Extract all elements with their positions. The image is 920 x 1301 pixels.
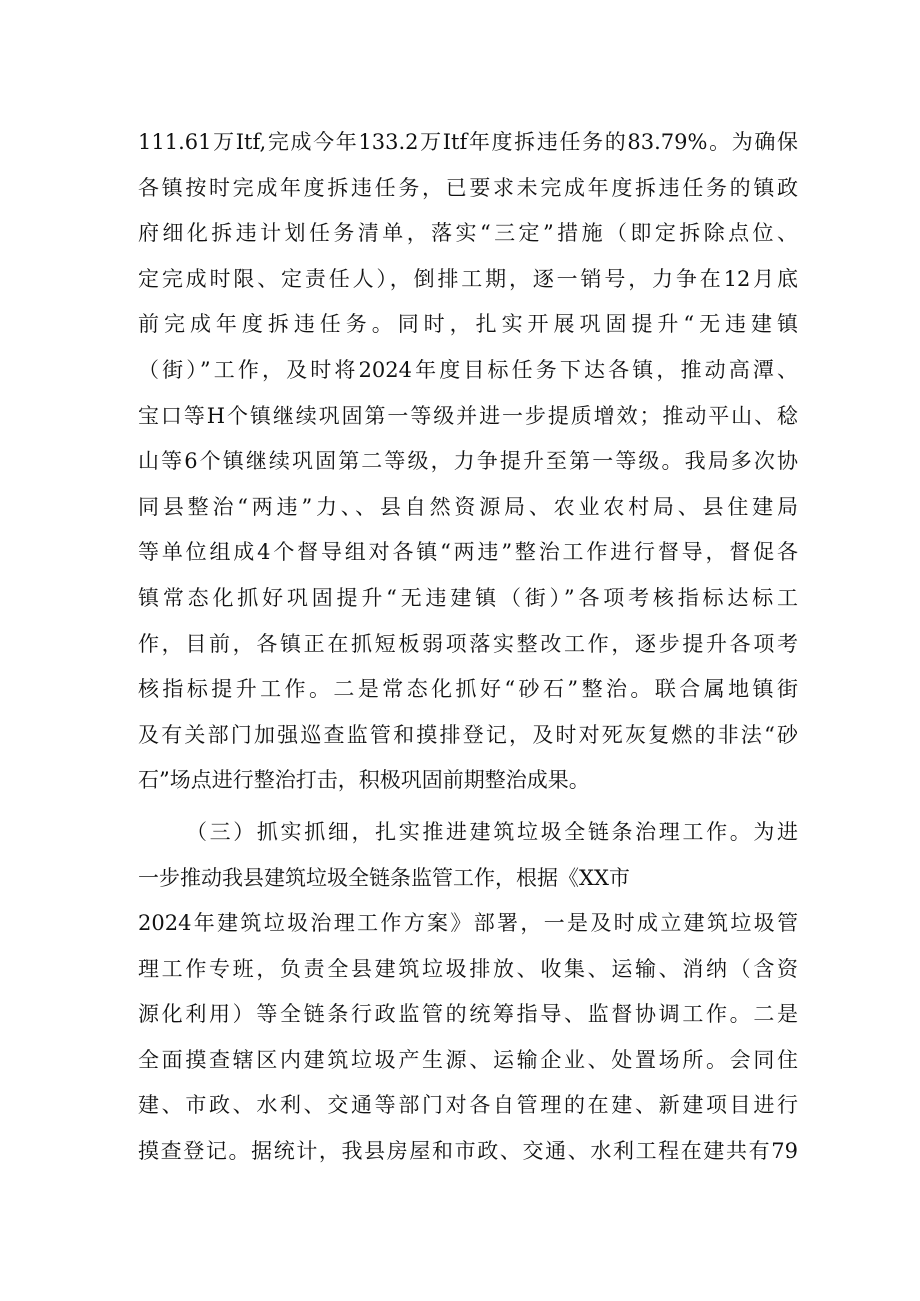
text-line: 建、市政、水利、交通等部门对各自管理的在建、新建项目进行 bbox=[138, 1093, 798, 1118]
text-line: 核指标提升工作。二是常态化抓好“砂石”整治。联合属地镇街 bbox=[138, 677, 798, 702]
text-line: 2024年建筑垃圾治理工作方案》部署，一是及时成立建筑垃圾管 bbox=[138, 911, 798, 936]
paragraph-construction-waste bbox=[138, 810, 798, 1175]
text-line: 前完成年度拆违任务。同时，扎实开展巩固提升“无违建镇 bbox=[138, 312, 798, 337]
text-line: 镇常态化抓好巩固提升“无违建镇（街）”各项考核指标达标工 bbox=[138, 585, 798, 610]
text-line: 及有关部门加强巡查监管和摸排登记，及时对死灰复燃的非法“砂 bbox=[138, 722, 798, 747]
text-line: 各镇按时完成年度拆违任务，已要求未完成年度拆违任务的镇政 bbox=[138, 175, 798, 200]
text-line: 全面摸查辖区内建筑垃圾产生源、运输企业、处置场所。会同住 bbox=[138, 1047, 798, 1072]
text-line: 宝口等H个镇继续巩固第一等级并进一步提质增效；推动平山、稔 bbox=[138, 403, 798, 428]
section-heading-line: （三）抓实抓细，扎实推进建筑垃圾全链条治理工作。为进 bbox=[186, 819, 798, 844]
text-line: 同县整治“两违”力、、县自然资源局、农业农村局、县住建局 bbox=[138, 494, 798, 519]
text-line: 等单位组成4个督导组对各镇“两违”整治工作进行督导，督促各 bbox=[138, 540, 798, 565]
text-line: 理工作专班，负责全县建筑垃圾排放、收集、运输、消纳（含资 bbox=[138, 956, 798, 981]
text-line: 摸查登记。据统计，我县房屋和市政、交通、水利工程在建共有79 bbox=[138, 1139, 798, 1164]
body-text bbox=[138, 120, 798, 1175]
paragraph-demolition-progress bbox=[138, 120, 798, 804]
text-line: 111.61万Itf,完成今年133.2万Itf年度拆违任务的83.79%。为确保 bbox=[138, 130, 798, 154]
text-line: （街）”工作，及时将2024年度目标任务下达各镇，推动高潭、 bbox=[138, 357, 798, 382]
text-line: 源化利用）等全链条行政监管的统筹指导、监督协调工作。二是 bbox=[138, 1002, 798, 1027]
text-line: 作，目前，各镇正在抓短板弱项落实整改工作，逐步提升各项考 bbox=[138, 631, 798, 656]
text-line: 定完成时限、定责任人），倒排工期，逐一销号，力争在12月底 bbox=[138, 266, 798, 291]
text-line: 石”场点进行整治打击，积极巩固前期整治成果。 bbox=[138, 768, 590, 793]
text-line: 府细化拆违计划任务清单，落实“三定”措施（即定拆除点位、 bbox=[138, 221, 798, 246]
text-line: 一步推动我县建筑垃圾全链条监管工作，根据《XX市 bbox=[138, 865, 630, 890]
text-line: 山等6个镇继续巩固第二等级，力争提升至第一等级。我局多次协 bbox=[138, 449, 798, 474]
